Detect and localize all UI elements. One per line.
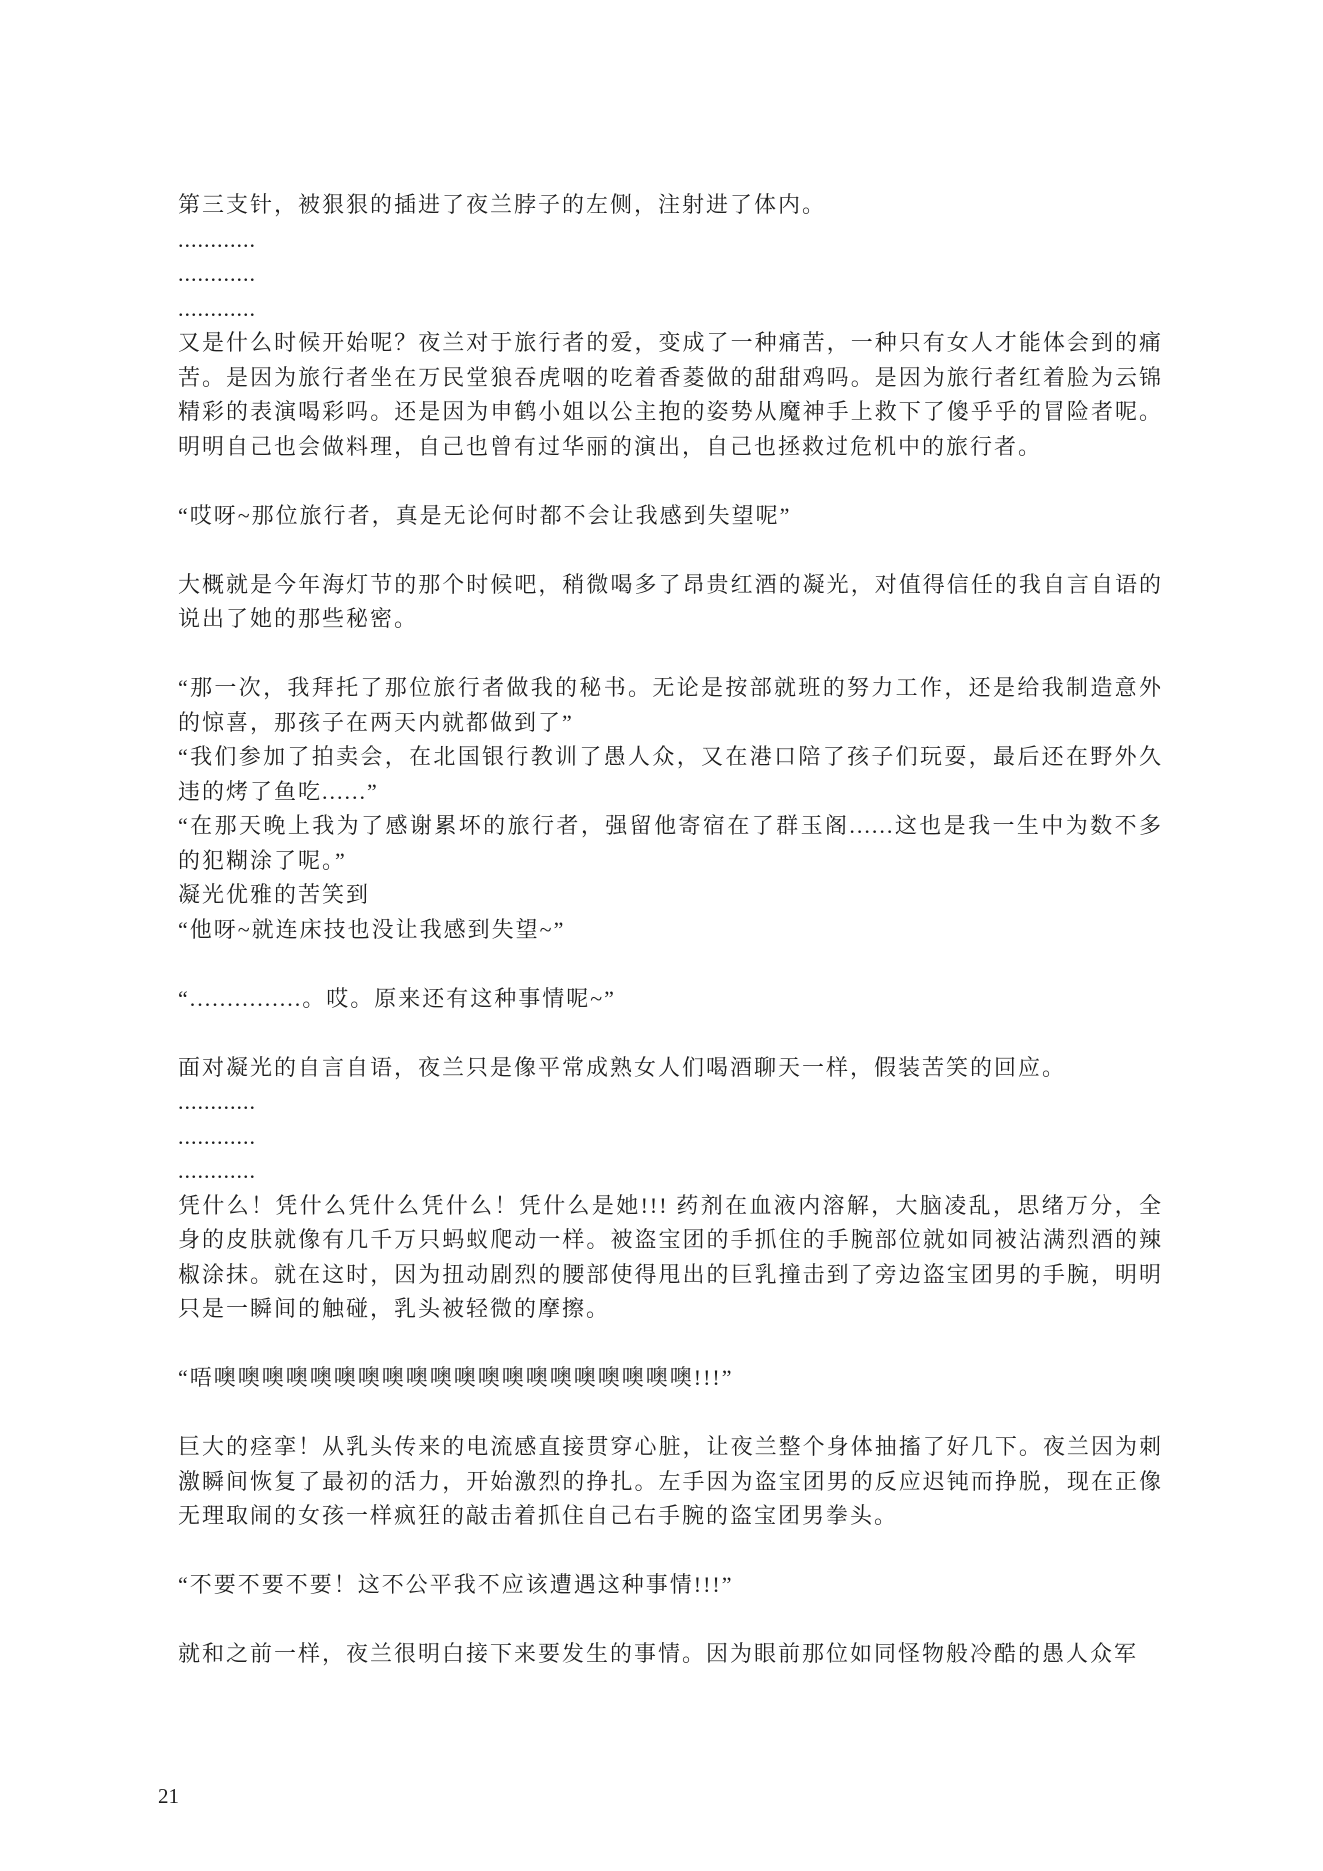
narration-paragraph: 巨大的痉挛！从乳头传来的电流感直接贯穿心脏，让夜兰整个身体抽搐了好几下。夜兰因为刺激瞬间恢复了最初的活力，开始激烈的挣扎。左手因为盗宝团男的反应迟钝而挣脱，现在正像无理取闹的女孩一样疯狂的敲击着抓住自己右手腕的盗宝团男拳头。	[178, 1434, 1163, 1528]
blank-line	[178, 1327, 1163, 1362]
narration-paragraph: 第三支针，被狠狠的插进了夜兰脖子的左侧，注射进了体内。	[178, 192, 827, 217]
blank-line	[178, 637, 1163, 672]
blank-line	[178, 947, 1163, 982]
blank-line	[178, 1603, 1163, 1638]
blank-line	[178, 533, 1163, 568]
dots-paragraph: ............	[178, 1089, 256, 1114]
blank-line	[178, 1534, 1163, 1569]
blank-line	[178, 464, 1163, 499]
dialogue-paragraph: “在那天晚上我为了感谢累坏的旅行者，强留他寄宿在了群玉阁......这也是我一生中为数不多的犯糊涂了呢。”	[178, 813, 1163, 873]
dots-paragraph: ............	[178, 1123, 256, 1149]
narration-paragraph: 凝光优雅的苦笑到	[178, 882, 371, 907]
dots-paragraph: ............	[178, 1158, 256, 1183]
narration-paragraph: 就和之前一样，夜兰很明白接下来要发生的事情。因为眼前那位如同怪物般冷酷的愚人众军	[178, 1641, 1139, 1666]
dialogue-paragraph: “他呀~就连床技也没让我感到失望~”	[178, 916, 566, 942]
narration-paragraph: 大概就是今年海灯节的那个时候吧，稍微喝多了昂贵红酒的凝光，对值得信任的我自言自语的说出了她的那些秘密。	[178, 571, 1163, 631]
dialogue-paragraph: “...............。哎。原来还有这种事情呢~”	[178, 985, 616, 1011]
dots-paragraph: ............	[178, 261, 256, 286]
narration-paragraph: 又是什么时候开始呢？夜兰对于旅行者的爱，变成了一种痛苦，一种只有女人才能体会到的痛苦。是因为旅行者坐在万民堂狼吞虎咽的吃着香菱做的甜甜鸡吗。是因为旅行者红着脸为云锦精彩的表演喝彩吗。还是因为申鹤小姐以公主抱的姿势从魔神手上救下了傻乎乎的冒险者呢。明明自己也会做料理，自己也曾有过华丽的演出，自己也拯救过危机中的旅行者。	[178, 330, 1163, 459]
page-number: 21	[158, 1784, 179, 1808]
dialogue-paragraph: “不要不要不要！这不公平我不应该遭遇这种事情!!!”	[178, 1572, 734, 1597]
blank-line	[178, 1396, 1163, 1431]
dialogue-paragraph: “唔噢噢噢噢噢噢噢噢噢噢噢噢噢噢噢噢噢噢噢噢!!!”	[178, 1365, 734, 1390]
narration-paragraph: 凭什么！凭什么凭什么凭什么！凭什么是她!!! 药剂在血液内溶解，大脑凌乱，思绪万分，全身的皮肤就像有几千万只蚂蚁爬动一样。被盗宝团的手抓住的手腕部位就如同被沾满烈酒的辣椒涂抹。就在这时，因为扭动剧烈的腰部使得甩出的巨乳撞击到了旁边盗宝团男的手腕，明明只是一瞬间的触碰，乳头被轻微的摩擦。	[178, 1192, 1163, 1321]
dots-paragraph: ............	[178, 226, 256, 252]
blank-line	[178, 1016, 1163, 1051]
dialogue-paragraph: “哎呀~那位旅行者，真是无论何时都不会让我感到失望呢”	[178, 502, 792, 528]
dialogue-paragraph: “我们参加了拍卖会，在北国银行教训了愚人众，又在港口陪了孩子们玩耍，最后还在野外久违的烤了鱼吃......”	[178, 744, 1163, 804]
dots-paragraph: ............	[178, 295, 256, 321]
dialogue-paragraph: “那一次，我拜托了那位旅行者做我的秘书。无论是按部就班的努力工作，还是给我制造意外的惊喜，那孩子在两天内就都做到了”	[178, 675, 1163, 735]
narration-paragraph: 面对凝光的自言自语，夜兰只是像平常成熟女人们喝酒聊天一样，假装苦笑的回应。	[178, 1054, 1067, 1080]
page-text-body	[178, 188, 1163, 1672]
